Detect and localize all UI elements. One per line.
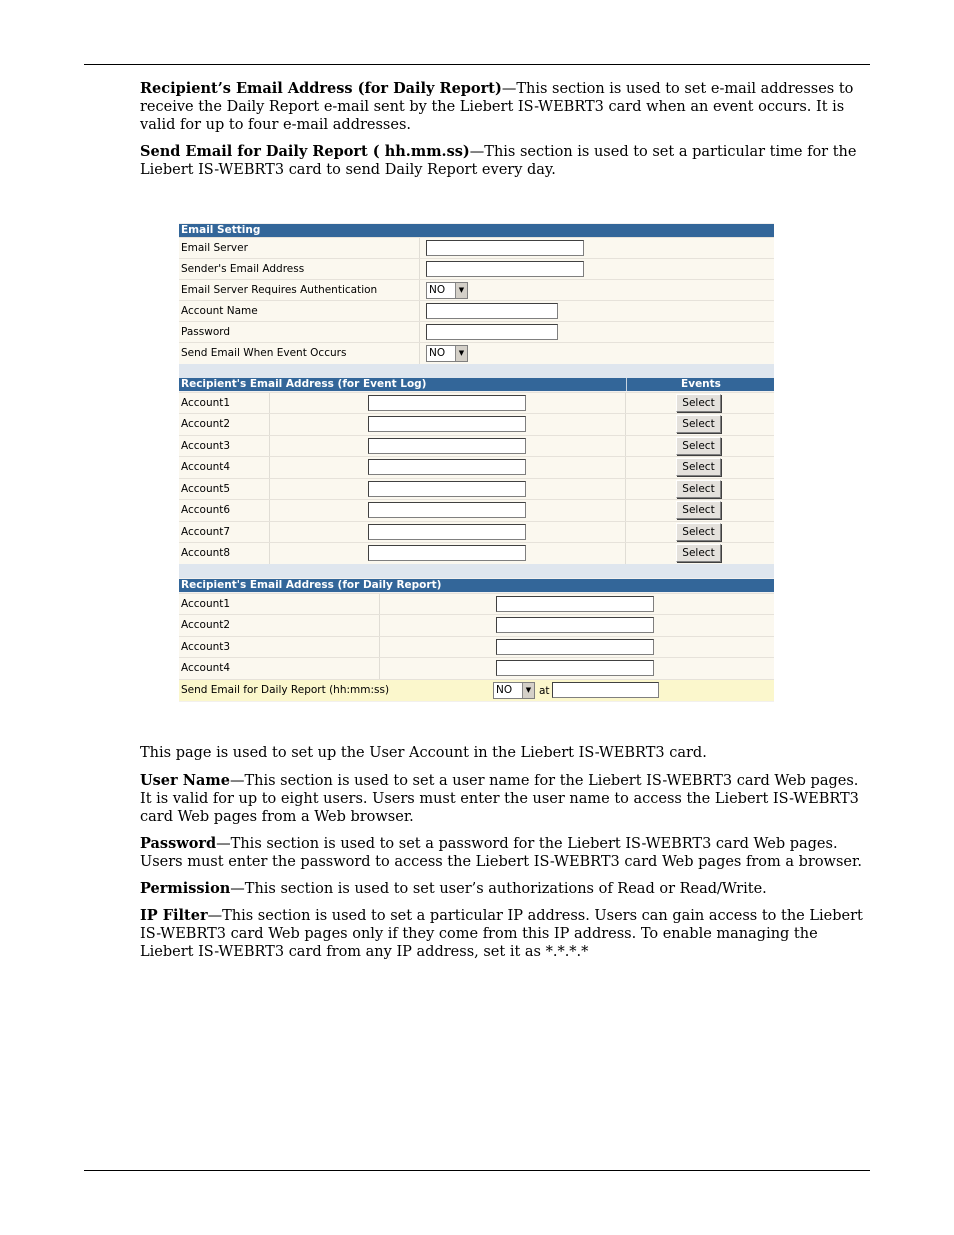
- daily-account-row: Account2: [179, 614, 774, 636]
- account-name-row: Account Name: [179, 300, 774, 322]
- paragraph-password: Password—This section is used to set a password for the Liebert IS-WEBRT3 card Web pages. Users must enter the password to access the Liebert IS-WEBRT3 card Web pages from a browser.: [140, 835, 862, 870]
- event-account4-input[interactable]: [368, 459, 526, 475]
- event-account-row: Account2 Select: [179, 413, 774, 435]
- daily-account1-input[interactable]: [496, 596, 654, 612]
- event-account2-input[interactable]: [368, 416, 526, 432]
- event-account6-input[interactable]: [368, 502, 526, 518]
- send-on-event-select[interactable]: NO ▼: [426, 345, 468, 362]
- event-account1-input[interactable]: [368, 395, 526, 411]
- section-spacer: [179, 564, 774, 578]
- daily-account2-input[interactable]: [496, 617, 654, 633]
- event-account-row: Account6 Select: [179, 499, 774, 521]
- daily-account3-input[interactable]: [496, 639, 654, 655]
- paragraph-send-email-daily: Send Email for Daily Report ( hh.mm.ss)—This section is used to set a particular time for the Liebert IS-WEBRT3 card to send Daily Report every day.: [140, 143, 857, 178]
- email-settings-screenshot: [179, 223, 774, 702]
- sender-email-input[interactable]: [426, 261, 584, 277]
- sender-email-row: Sender's Email Address: [179, 258, 774, 280]
- daily-account-row: Account1: [179, 593, 774, 615]
- chevron-down-icon: ▼: [455, 283, 467, 298]
- event-account2-select-button[interactable]: Select: [676, 415, 721, 433]
- chevron-down-icon: ▼: [522, 683, 534, 698]
- password-input[interactable]: [426, 324, 558, 340]
- paragraph-user-account-intro: This page is used to set up the User Account in the Liebert IS-WEBRT3 card.: [140, 745, 707, 761]
- event-account7-input[interactable]: [368, 524, 526, 540]
- daily-report-time-input[interactable]: [552, 682, 659, 698]
- event-account-row: Account4 Select: [179, 456, 774, 478]
- event-account5-input[interactable]: [368, 481, 526, 497]
- section-spacer: [179, 364, 774, 378]
- event-account-row: Account1 Select: [179, 392, 774, 414]
- event-account1-select-button[interactable]: Select: [676, 394, 721, 412]
- email-server-input[interactable]: [426, 240, 584, 256]
- event-account8-input[interactable]: [368, 545, 526, 561]
- paragraph-permission: Permission—This section is used to set user’s authorizations of Read or Read/Write.: [140, 880, 767, 897]
- requires-auth-row: Email Server Requires Authentication NO ▼: [179, 279, 774, 301]
- daily-account4-input[interactable]: [496, 660, 654, 676]
- daily-account-row: Account3: [179, 636, 774, 658]
- event-account3-select-button[interactable]: Select: [676, 437, 721, 455]
- event-account-row: Account5 Select: [179, 478, 774, 500]
- footer-rule: [84, 1170, 870, 1171]
- chevron-down-icon: ▼: [455, 346, 467, 361]
- event-account4-select-button[interactable]: Select: [676, 458, 721, 476]
- send-on-event-row: Send Email When Event Occurs NO ▼: [179, 342, 774, 364]
- requires-auth-select[interactable]: NO ▼: [426, 282, 468, 299]
- event-account8-select-button[interactable]: Select: [676, 544, 721, 562]
- password-row: Password: [179, 321, 774, 343]
- event-account6-select-button[interactable]: Select: [676, 501, 721, 519]
- send-daily-report-row: Send Email for Daily Report (hh:mm:ss) NO ▼ at: [179, 679, 774, 701]
- paragraph-daily-report-recipients: Recipient’s Email Address (for Daily Report)—This section is used to set e-mail addresses to receive the Daily Report e-mail sent by the Liebert IS-WEBRT3 card when an event occurs. It is valid for up to four e-mail addresses.: [140, 80, 854, 133]
- daily-account-row: Account4: [179, 657, 774, 679]
- paragraph-user-name: User Name—This section is used to set a user name for the Liebert IS-WEBRT3 card Web pages. It is valid for up to eight users. Users must enter the user name to access the Liebert IS-WEBRT3 card Web pages from a Web browser.: [140, 772, 859, 825]
- account-name-input[interactable]: [426, 303, 558, 319]
- event-account-row: Account7 Select: [179, 521, 774, 543]
- email-setting-header: Email Setting: [179, 224, 774, 237]
- event-account3-input[interactable]: [368, 438, 526, 454]
- paragraph-ip-filter: IP Filter—This section is used to set a particular IP address. Users can gain access to the Liebert IS-WEBRT3 card Web pages only if they come from this IP address. To enable managing the Liebert IS-WEBRT3 card from any IP address, set it as *.*.*.*: [140, 907, 863, 960]
- event-log-header: Recipient's Email Address (for Event Log) Events: [179, 378, 774, 391]
- event-account7-select-button[interactable]: Select: [676, 523, 721, 541]
- email-server-row: Email Server: [179, 237, 774, 259]
- send-daily-report-select[interactable]: NO ▼: [493, 682, 535, 699]
- event-account-row: Account8 Select: [179, 542, 774, 564]
- header-rule: [84, 64, 870, 65]
- event-account5-select-button[interactable]: Select: [676, 480, 721, 498]
- event-account-row: Account3 Select: [179, 435, 774, 457]
- daily-report-header: Recipient's Email Address (for Daily Report): [179, 579, 774, 592]
